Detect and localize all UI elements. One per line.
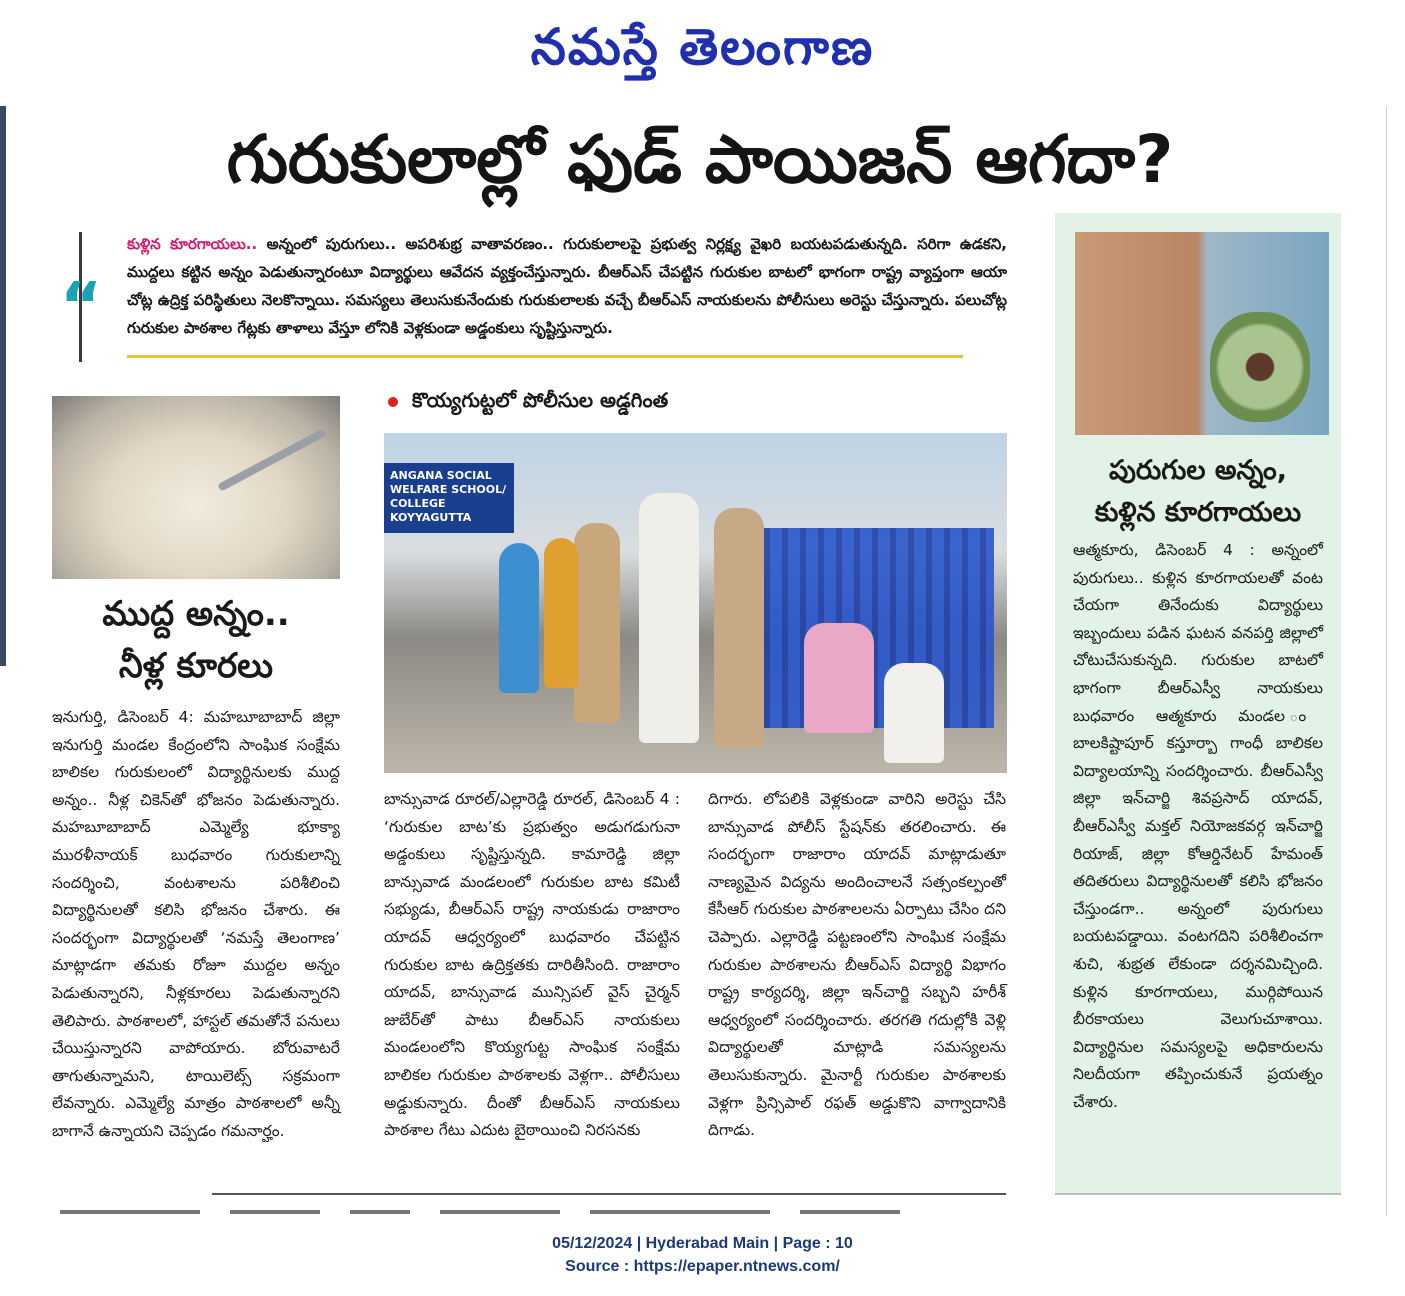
center-bullet-headline xyxy=(388,385,1008,415)
center-bullet-text: కొయ్యగుట్టలో పోలీసుల అడ్డగింత xyxy=(412,388,669,412)
quote-icon: “ xyxy=(60,270,103,344)
left-story-headline xyxy=(52,588,340,692)
person-shape xyxy=(804,623,874,733)
person-shape xyxy=(574,523,620,723)
intro-paragraph xyxy=(127,230,1007,342)
footer-source: Source : https://epaper.ntnews.com/ xyxy=(565,1258,840,1275)
person-shape xyxy=(544,538,578,688)
ladle-shape xyxy=(217,428,327,491)
left-headline-line2: నీళ్ల కూరలు xyxy=(118,646,274,686)
main-headline: గురుకులాల్లో ఫుడ్ పాయిజన్ ఆగదా? xyxy=(226,121,1174,198)
bottom-rule xyxy=(212,1193,1006,1195)
left-story-body: ఇనుగుర్తి, డిసెంబర్ 4: మహబూబాబాద్ జిల్లా ఇనుగుర్తి మండల కేంద్రంలోని సాంఘిక సంక్షేమ బాలికల గురుకులంలో విద్యార్థినులకు ముద్ద అన్నం.. నీళ్ల చికెన్‌తో భోజనం పెడుతున్నారు. మహబూబాబాద్ ఎమ్మెల్యే భూక్యా మురళీనాయక్ బుధవారం గురుకులాన్ని సందర్శించి, వంటశాలను పరిశీలించి విద్యార్థినులతో కలిసి భోజనం చేశారు. ఈ సందర్భంగా విద్యార్థులతో ‘నమస్తే తెలంగాణ’ మాట్లాడగా తమకు రోజూ ముద్దల అన్నం పెడుతున్నారని, నీళ్లకూరలు పెడుతున్నారని తెలిపారు. పాఠశాలలో, హాస్టల్ తమతోనే పనులు చేయిస్తున్నారని వాపోయారు. బోరువాటరే తాగుతున్నామని, టాయిలెట్స్ సక్రమంగా లేవన్నారు. ఎమ్మెల్యే మాత్రం పాఠశాలలో అన్నీ బాగానే ఉన్నాయని చెప్పడం గమనార్హం. xyxy=(52,708,340,1140)
masthead-logo: నమస్తే తెలంగాణ xyxy=(530,18,875,76)
cutoff-text-strip xyxy=(60,1204,1020,1216)
bullet-icon xyxy=(388,397,398,407)
center-story-body-col1: బాన్సువాడ రూరల్/ఎల్లారెడ్డి రూరల్, డిసెంబర్ 4 : ‘గురుకుల బాట’కు ప్రభుత్వం అడుగడుగునా అడ్డంకులు సృష్టిస్తున్నది. కామారెడ్డి జిల్లా బాన్సువాడ మండలంలో గురుకుల బాట కమిటీ సభ్యుడు, బీఆర్‌ఎస్ రాష్ట్ర నాయకుడు రాజారాం యాదవ్ ఆధ్వర్యంలో బుధవారం చేపట్టిన గురుకుల బాట ఉద్రిక్తతకు దారితీసింది. రాజారాం యాదవ్, బాన్సువాడ మున్సిపల్ వైస్ చైర్మన్ జుబేర్‌తో పాటు బీఆర్‌ఎస్ నాయకులు మండలంలోని కొయ్యగుట్ట సాంఘిక సంక్షేమ బాలికల గురుకుల పాఠశాలకు వెళ్లగా.. పోలీసులు అడ్డుకున్నారు. దీంతో బీఆర్‌ఎస్ నాయకులు పాఠశాల గేటు ఎదుట బైఠాయించి నిరసనకు xyxy=(384,790,680,1140)
page-edge-strip xyxy=(0,106,6,666)
sidebar-headline-line2: కుళ్లిన కూరగాయలు xyxy=(1094,497,1302,528)
worms-vegetable-photo xyxy=(1075,232,1329,435)
person-shape xyxy=(639,493,699,743)
left-headline-line1: ముద్ద అన్నం.. xyxy=(102,594,290,634)
sidebar-headline-line1: పురుగుల అన్నం, xyxy=(1108,455,1288,486)
intro-text: అన్నంలో పురుగులు.. అపరిశుభ్ర వాతావరణం.. గురుకులాలపై ప్రభుత్వ నిర్లక్ష్య వైఖరి బయటపడుతున్నది. సరిగా ఉడకని, ముద్దలు కట్టిన అన్నం పెడుతున్నారంటూ విద్యార్థులు ఆవేదన వ్యక్తంచేస్తున్నారు. బీఆర్‌ఎస్ చేపట్టిన గురుకుల బాటలో భాగంగా రాష్ట్ర వ్యాప్తంగా ఆయా చోట్ల ఉద్రిక్త పరిస్థితులు నెలకొన్నాయి. సమస్యలు తెలుసుకునేందుకు గురుకులాలకు వచ్చే బీఆర్‌ఎస్ నాయకులను పోలీసులు అరెస్టు చేస్తున్నారు. పలుచోట్ల గురుకుల పాఠశాల గేట్లకు తాళాలు వేస్తూ లోనికి వెళ్లకుండా అడ్డంకులు సృష్టిస్తున్నారు. xyxy=(127,235,1007,337)
rice-photo xyxy=(52,396,340,579)
police-protest-photo xyxy=(384,433,1007,773)
person-shape xyxy=(714,508,764,748)
school-signboard: ANGANA SOCIAL WELFARE SCHOOL/ COLLEGE KOYYAGUTTA xyxy=(384,463,514,533)
intro-kicker: కుళ్లిన కూరగాయలు.. xyxy=(127,235,258,253)
sidebar-story-body: ఆత్మకూరు, డిసెంబర్ 4 : అన్నంలో పురుగులు.. కుళ్లిన కూరగాయలతో వంట చేయగా తినేందుకు విద్యార్థులు ఇబ్బందులు పడిన ఘటన వనపర్తి జిల్లాలో చోటుచేసుకున్నది. గురుకుల బాటలో భాగంగా బీఆర్‌ఎస్వీ నాయకులు బుధవారం ఆత్మకూరు మండల ం బాలకిష్టాపూర్ కస్తూర్బా గాంధీ బాలికల విద్యాలయాన్ని సందర్శించారు. బీఆర్‌ఎస్వీ జిల్లా ఇన్‌చార్జి శివప్రసాద్ యాదవ్, బీఆర్‌ఎస్వీ మక్తల్ నియోజకవర్గ ఇన్‌చార్జి రియాజ్, జిల్లా కోఆర్డినేటర్ హేమంత్ తదితరులు విద్యార్థినులతో కలిసి భోజనం చేస్తుండగా.. అన్నంలో పురుగులు బయటపడ్డాయి. వంటగదిని పరిశీలించగా శుచి, శుభ్రత లేకుండా దర్శనమిచ్చింది. కుళ్లిన కూరగాయలు, ముర్గిపోయిన బీరకాయలు వెలుగుచూశాయి. విద్యార్థినుల సమస్యలపై అధికారులను నిలదీయగా తప్పించుకునే ప్రయత్నం చేశారు. xyxy=(1073,541,1323,1111)
school-gate-shape xyxy=(764,528,994,728)
person-shape xyxy=(884,663,944,763)
bottom-rule xyxy=(1055,1193,1341,1195)
gourd-shape xyxy=(1210,312,1310,422)
person-shape xyxy=(499,543,539,693)
intro-underline xyxy=(127,355,963,358)
footer xyxy=(0,1232,1405,1278)
sidebar-headline xyxy=(1065,450,1331,534)
footer-date-edition: 05/12/2024 | Hyderabad Main | Page : 10 xyxy=(552,1235,853,1252)
center-story-body-col2: దిగారు. లోపలికి వెళ్లకుండా వారిని అరెస్టు చేసి బాన్సువాడ పోలీస్ స్టేషన్‌కు తరలించారు. ఈ సందర్భంగా రాజారాం యాదవ్ మాట్లాడుతూ నాణ్యమైన విద్యను అందించాలనే సత్సంకల్పంతో కేసీఆర్ గురుకుల పాఠశాలలను ఏర్పాటు చేసిం దని చెప్పారు. ఎల్లారెడ్డి పట్టణంలోని సాంఘిక సంక్షేమ గురుకుల పాఠశాలను బీఆర్‌ఎస్ విద్యార్థి విభాగం రాష్ట్ర కార్యదర్శి, జిల్లా ఇన్‌చార్జి సబ్బని హరీశ్ ఆధ్వర్యంలో సందర్శించారు. తరగతి గదుల్లోకి వెళ్లి విద్యార్థులతో మాట్లాడి సమస్యలను తెలుసుకున్నారు. మైనార్టీ గురుకుల పాఠశాలకు వెళ్లగా ప్రిన్సిపాల్ రఫత్ అడ్డుకొని వాగ్వాదానికి దిగాడు. xyxy=(708,790,1006,1140)
